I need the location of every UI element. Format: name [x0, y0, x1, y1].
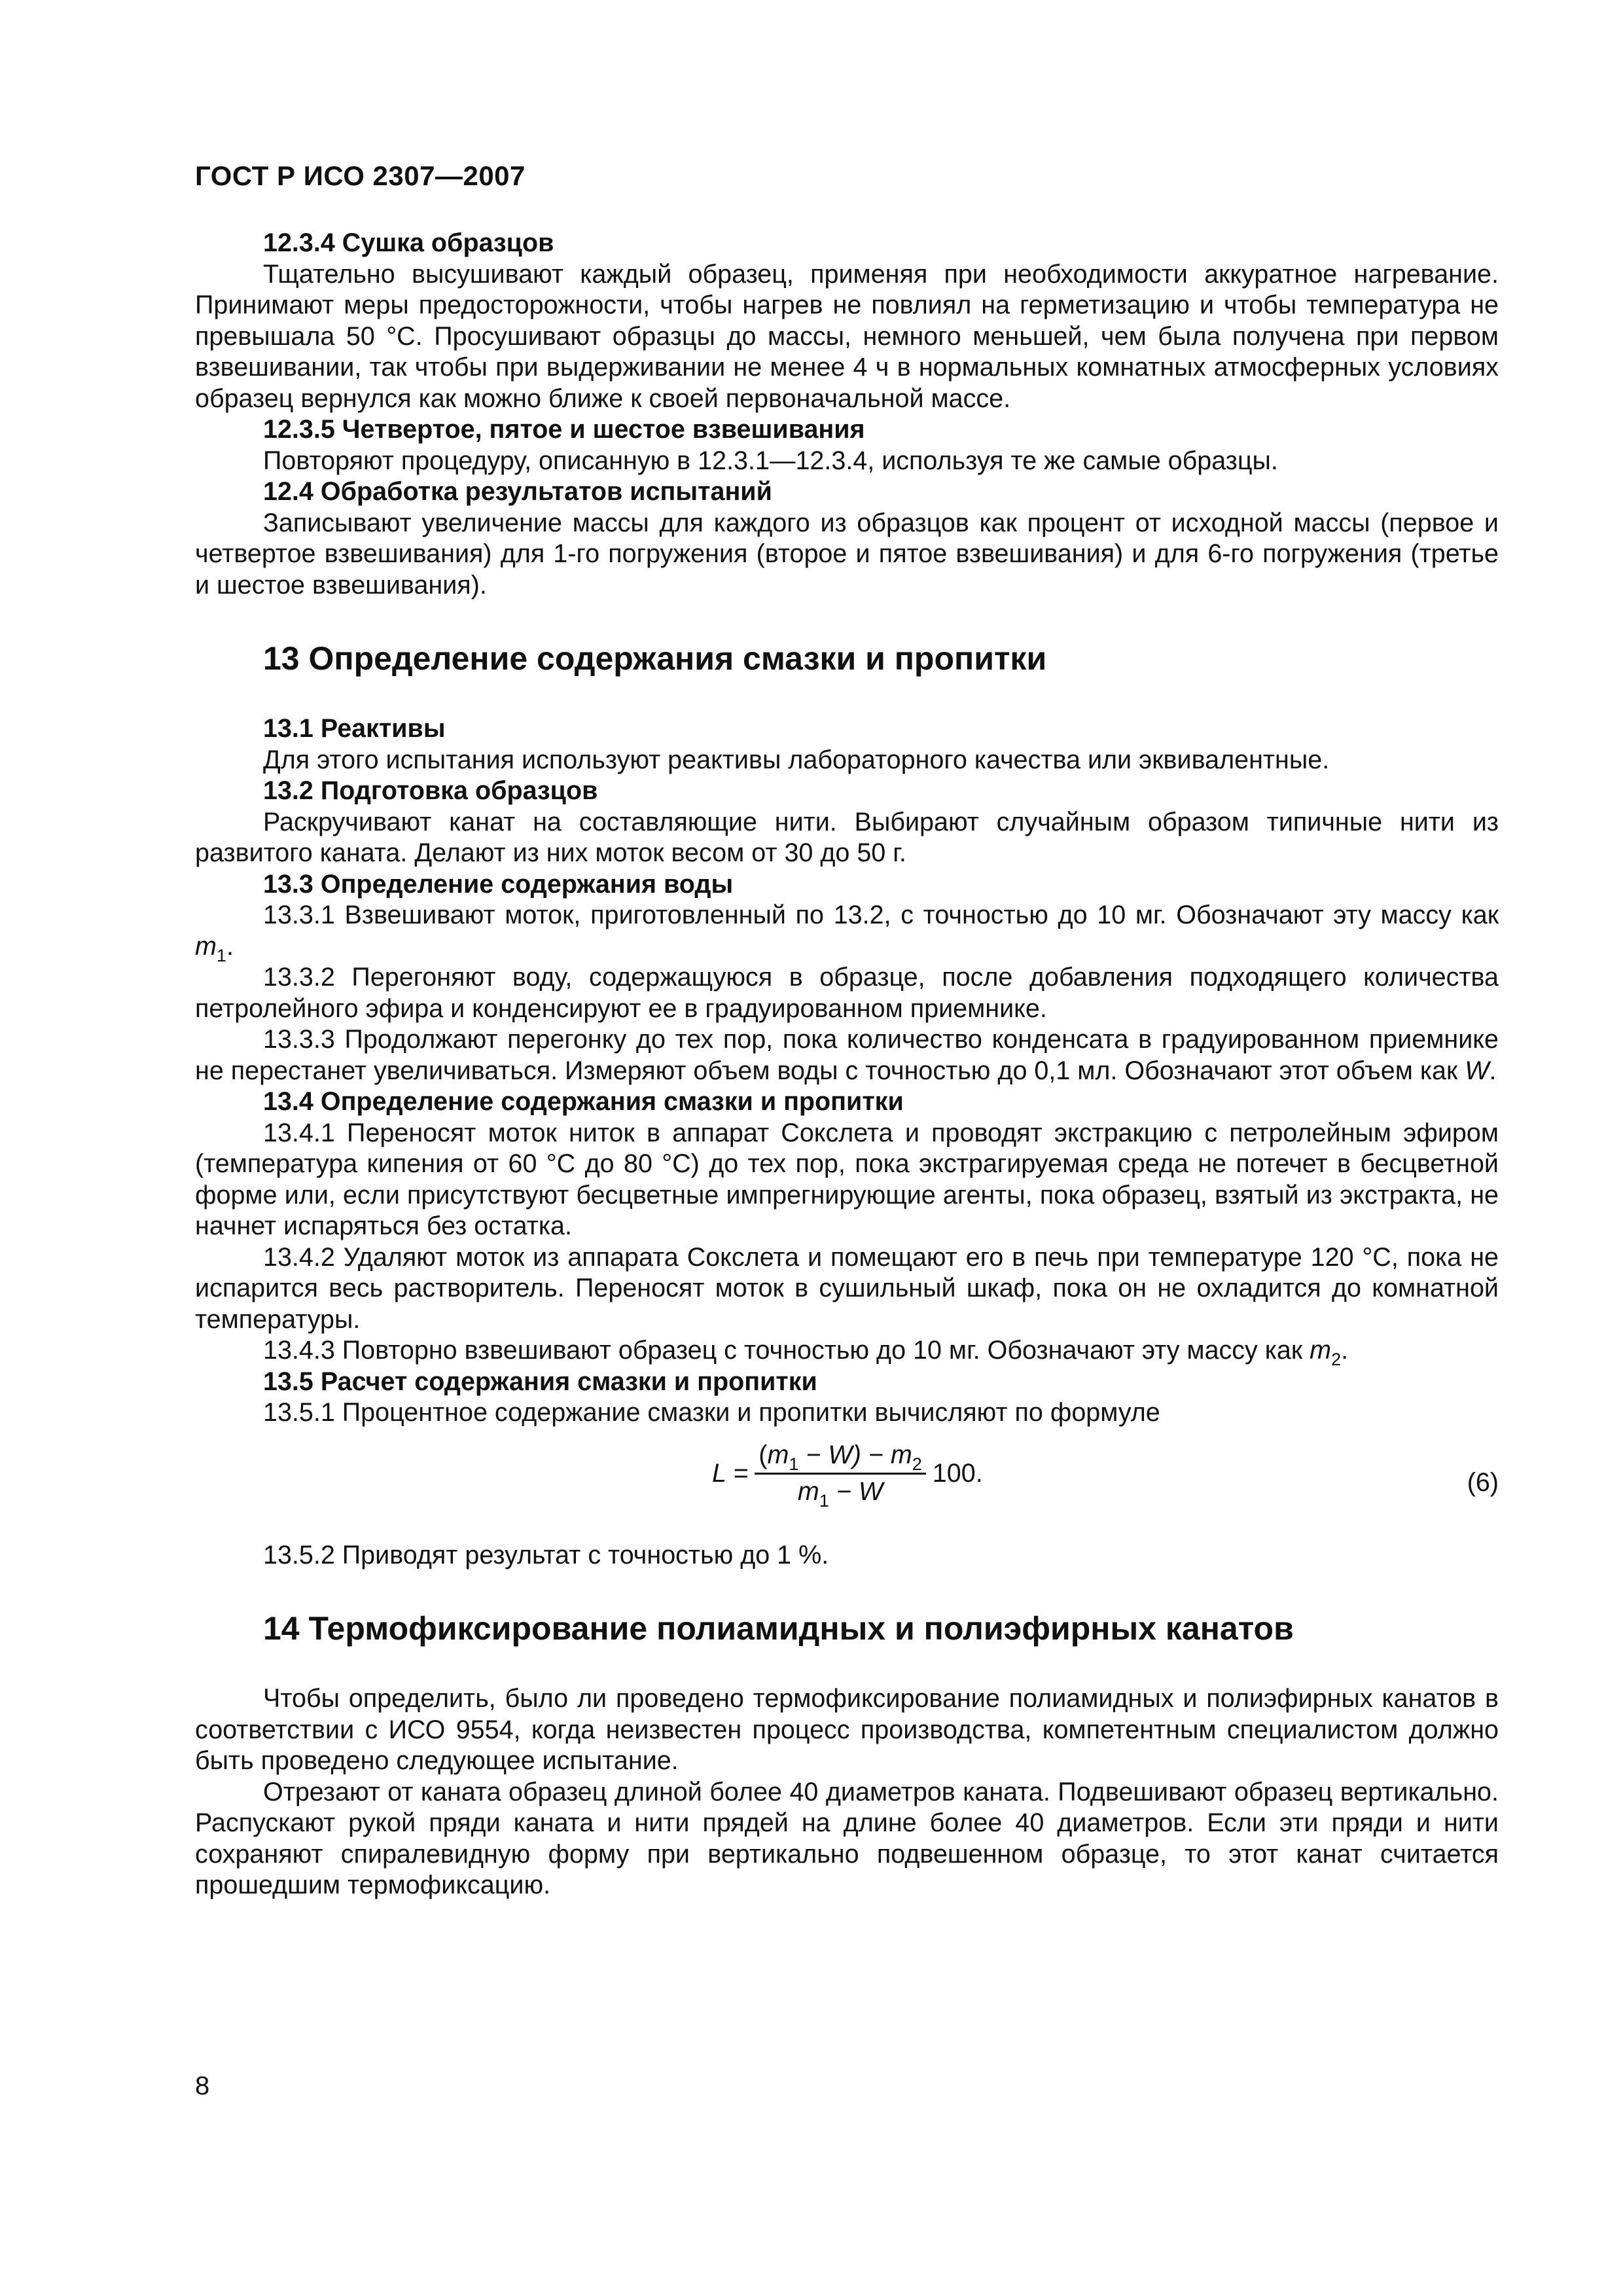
- formula-sub: 1: [789, 1454, 799, 1474]
- section-14-title: 14 Термофиксирование полиамидных и полиэфирных канатов: [263, 1610, 1294, 1647]
- formula-denominator: [794, 1475, 887, 1511]
- var-m: m: [1310, 1336, 1332, 1365]
- section-12-3-5-text: Повторяют процедуру, описанную в 12.3.1—12.3.4, используя те же самые образцы.: [263, 446, 1278, 475]
- section-13-1-heading: 13.1 Реактивы: [263, 714, 446, 743]
- section-13-3-2: 13.3.2 Перегоняют воду, содержащуюся в образце, после добавления подходящего количества петролейного эфира и конденсируют ее в градуированном приемнике.: [195, 963, 1499, 1023]
- section-13-2-heading: 13.2 Подготовка образцов: [263, 776, 598, 805]
- section-13-4-3: [195, 1335, 1499, 1367]
- formula-fraction: [755, 1440, 926, 1511]
- formula-var-m: m: [767, 1440, 789, 1469]
- formula-lhs: L =: [712, 1458, 749, 1488]
- page-number: 8: [195, 2072, 210, 2100]
- formula-numerator: [755, 1441, 926, 1475]
- section-12-3-5-heading: 12.3.5 Четвертое, пятое и шестое взвешивания: [263, 415, 865, 444]
- section-13-5-2: 13.5.2 Приводят результат с точностью до 1 %.: [263, 1540, 829, 1570]
- formula-var-m: m: [797, 1477, 819, 1506]
- section-13-1-text: Для этого испытания используют реактивы лабораторного качества или эквивалентные.: [263, 745, 1330, 774]
- section-13-2-text: Раскручивают канат на составляющие нити. Выбирают случайным образом типичные нити из развитого каната. Делают из них моток весом от 30 до 50 г.: [195, 807, 1499, 867]
- section-12-3-4-heading: 12.3.4 Сушка образцов: [263, 228, 554, 257]
- formula-den-rest: − W: [829, 1477, 883, 1506]
- formula: [712, 1440, 983, 1511]
- section-12-3-4-text: Тщательно высушивают каждый образец, применяя при необходимости аккуратное нагревание. Принимают меры предосторожности, чтобы нагрев не повлиял на герметизацию и чтобы температура не превышала 50 °С. Просушивают образцы до массы, немного меньшей, чем была получена при первом взвешивании, так чтобы при выдерживании не менее 4 ч в нормальных комнатных атмосферных условиях образец вернулся как можно ближе к своей первоначальной массе.: [195, 259, 1499, 413]
- section-13-4-3-text: 13.4.3 Повторно взвешивают образец с точностью до 10 мг. Обозначают эту массу как: [263, 1336, 1310, 1365]
- formula-factor: 100.: [932, 1458, 983, 1488]
- section-13-3-3: [195, 1024, 1499, 1086]
- formula-paren: (: [758, 1440, 768, 1469]
- var-sub: 2: [1331, 1350, 1342, 1369]
- period: .: [226, 931, 234, 961]
- var-m: m: [195, 931, 217, 961]
- var-sub: 1: [216, 945, 226, 965]
- formula-sub: 2: [912, 1454, 922, 1474]
- document-header: ГОСТ Р ИСО 2307—2007: [195, 160, 526, 191]
- period: .: [1341, 1336, 1349, 1365]
- period: .: [1489, 1056, 1497, 1085]
- formula-num-mid: − W) −: [798, 1440, 891, 1469]
- section-13-3-1-text: 13.3.1 Взвешивают моток, приготовленный по 13.2, с точностью до 10 мг. Обозначают эту массу как: [263, 901, 1499, 929]
- section-13-title: 13 Определение содержания смазки и пропитки: [263, 640, 1047, 677]
- formula-var-m: m: [890, 1440, 912, 1469]
- section-13-5-heading: 13.5 Расчет содержания смазки и пропитки: [263, 1367, 817, 1396]
- section-12-4-heading: 12.4 Обработка результатов испытаний: [263, 477, 772, 506]
- section-13-4-1: 13.4.1 Переносят моток ниток в аппарат Сокслета и проводят экстракцию с петролейным эфиром (температура кипения от 60 °С до 80 °С) до тех пор, пока экстрагируемая среда не потечет в бесцветной форме или, если присутствуют бесцветные импрегнирующие агенты, пока образец, взятый из экстракта, не начнет испаряться без остатка.: [195, 1118, 1499, 1240]
- section-13-3-1: [195, 900, 1499, 965]
- section-14-paragraph-2: Отрезают от каната образец длиной более 40 диаметров каната. Подвешивают образец вертикально. Распускают рукой пряди каната и нити прядей на длине более 40 диаметров. Если эти пряди и нити сохраняют спиралевидную форму при вертикально подвешенном образце, то этот канат считается прошедшим термофиксацию.: [195, 1777, 1499, 1899]
- formula-number: (6): [1467, 1467, 1499, 1497]
- section-13-4-heading: 13.4 Определение содержания смазки и пропитки: [263, 1087, 904, 1116]
- section-12-4-text: Записывают увеличение массы для каждого из образцов как процент от исходной массы (первое и четвертое взвешивания) для 1-го погружения (второе и пятое взвешивания) и для 6-го погружения (третье и шестое взвешивания).: [195, 508, 1499, 600]
- var-w: W: [1465, 1056, 1489, 1085]
- section-13-3-3-text: 13.3.3 Продолжают перегонку до тех пор, пока количество конденсата в градуированном приемнике не перестанет увеличиваться. Измеряют объем воды с точностью до 0,1 мл. Обозначают этот объем как: [195, 1025, 1499, 1085]
- section-14-paragraph-1: Чтобы определить, было ли проведено термофиксирование полиамидных и полиэфирных канатов в соответствии с ИСО 9554, когда неизвестен процесс производства, компетентным специалистом должно быть проведено следующее испытание.: [195, 1684, 1499, 1775]
- section-13-5-1: 13.5.1 Процентное содержание смазки и пропитки вычисляют по формуле: [263, 1398, 1160, 1427]
- formula-block: [195, 1434, 1499, 1532]
- formula-sub: 1: [819, 1490, 829, 1511]
- section-13-4-2: 13.4.2 Удаляют моток из аппарата Сокслета и помещают его в печь при температуре 120 °С, пока не испарится весь растворитель. Переносят моток в сушильный шкаф, пока он не охладится до комнатной температуры.: [195, 1242, 1499, 1334]
- section-13-3-heading: 13.3 Определение содержания воды: [263, 869, 734, 899]
